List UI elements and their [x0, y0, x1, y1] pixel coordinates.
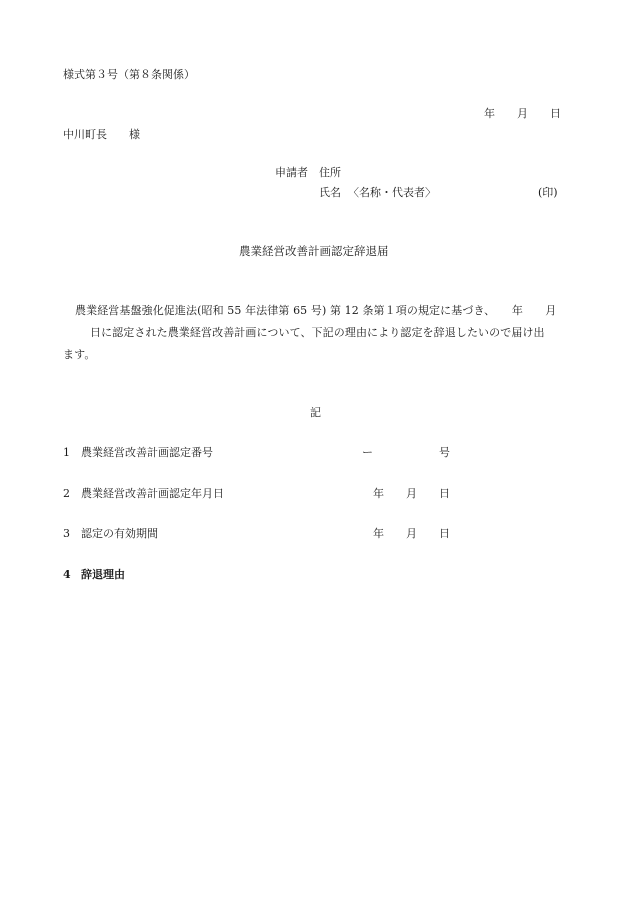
- item-2-number: 2: [63, 487, 70, 500]
- item-3-number: 3: [63, 527, 70, 540]
- name-label: 氏名: [319, 186, 341, 199]
- addressee: 中川町長 様: [63, 128, 140, 141]
- document-title: 農業経営改善計画認定辞退届: [239, 244, 389, 258]
- body-line-3: ます。: [63, 348, 96, 361]
- applicant-label: 申請者: [275, 166, 308, 179]
- address-label: 住所: [319, 166, 341, 179]
- item-2-value: 年 月 日: [373, 487, 450, 500]
- seal-mark: (印): [538, 186, 558, 199]
- item-3-value: 年 月 日: [373, 527, 450, 540]
- body-line-1: 農業経営基盤強化促進法(昭和 55 年法律第 65 号) 第 12 条第１項の規定に基づき、 年 月: [75, 304, 557, 317]
- date-line: 年 月 日: [484, 107, 561, 120]
- item-1-number: 1: [63, 446, 70, 459]
- body-line-2: 日に認定された農業経営改善計画について、下記の理由により認定を辞退したいので届け出: [90, 326, 545, 339]
- item-3-label: 認定の有効期間: [81, 527, 158, 540]
- item-4-number: 4: [63, 568, 71, 581]
- item-2-label: 農業経営改善計画認定年月日: [81, 487, 224, 500]
- ki-heading: 記: [310, 406, 321, 419]
- item-4-label: 辞退理由: [81, 568, 125, 581]
- item-1-value: ー 号: [362, 446, 450, 459]
- name-note: 〈名称・代表者〉: [348, 186, 436, 199]
- form-number: 様式第３号（第８条関係）: [63, 68, 195, 81]
- item-1-label: 農業経営改善計画認定番号: [81, 446, 213, 459]
